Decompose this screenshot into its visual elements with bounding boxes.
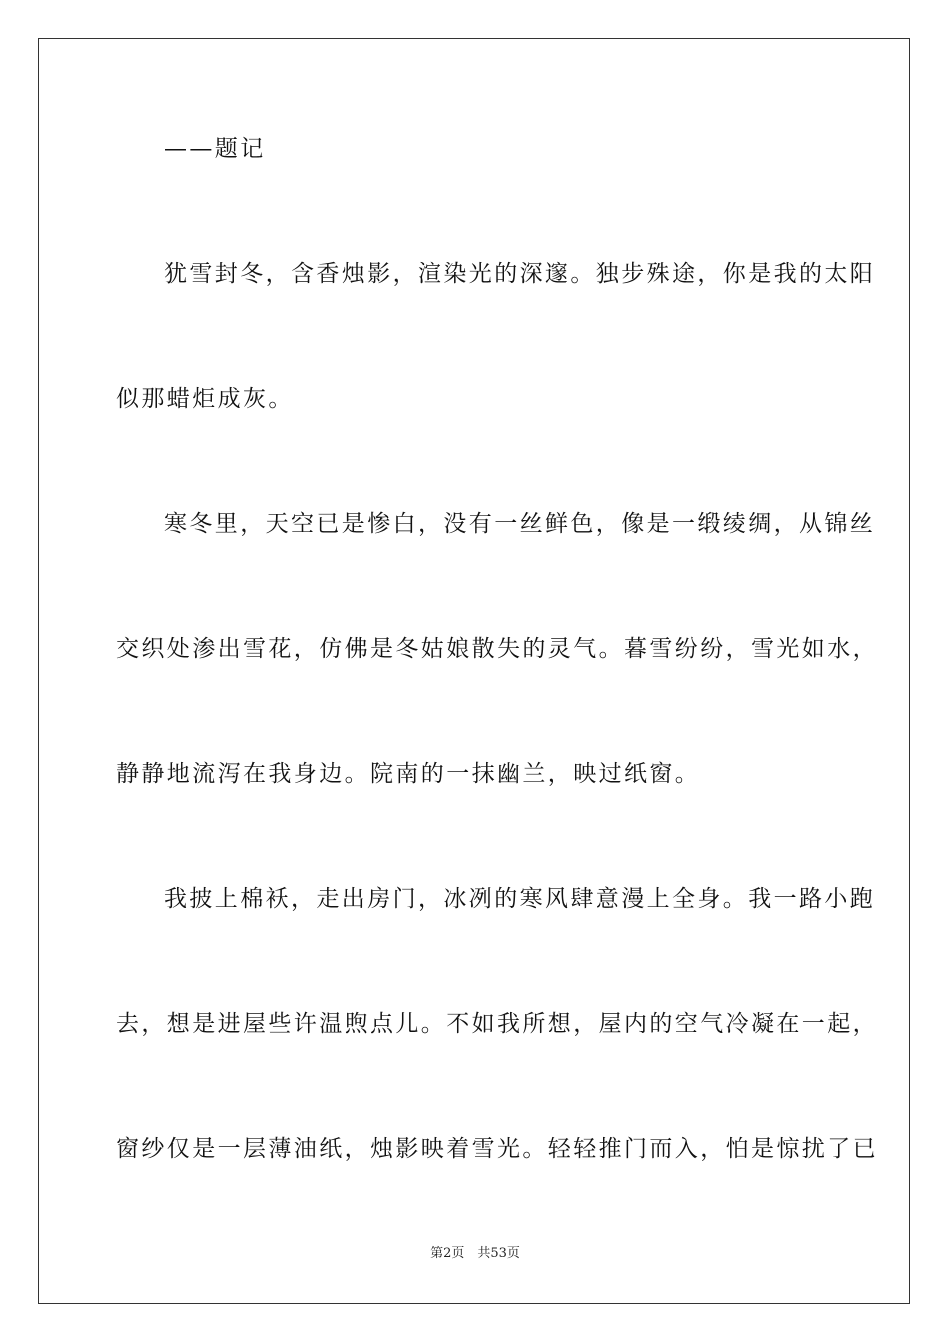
paragraph-3-line-1: 我披上棉袄，走出房门，冰冽的寒风肆意漫上全身。我一路小跑: [164, 886, 876, 912]
epigraph-attribution: ——题记: [164, 136, 266, 162]
paragraph-3-line-3: 窗纱仅是一层薄油纸，烛影映着雪光。轻轻推门而入，怕是惊扰了已: [116, 1136, 878, 1162]
paragraph-2-line-1: 寒冬里，天空已是惨白，没有一丝鲜色，像是一缎绫绸，从锦丝: [164, 511, 876, 537]
paragraph-2-line-3: 静静地流泻在我身边。院南的一抹幽兰，映过纸窗。: [116, 761, 701, 787]
paragraph-1-line-1: 犹雪封冬，含香烛影，渲染光的深邃。独步殊途，你是我的太阳: [164, 261, 876, 287]
paragraph-3-line-2: 去，想是进屋些许温煦点儿。不如我所想，屋内的空气冷凝在一起，: [116, 1011, 878, 1037]
paragraph-1-line-2: 似那蜡炬成灰。: [116, 386, 294, 412]
page-number-footer: 第2页 共53页: [430, 1246, 520, 1261]
paragraph-2-line-2: 交织处渗出雪花，仿佛是冬姑娘散失的灵气。暮雪纷纷，雪光如水，: [116, 636, 878, 662]
page-frame: [38, 38, 910, 1304]
